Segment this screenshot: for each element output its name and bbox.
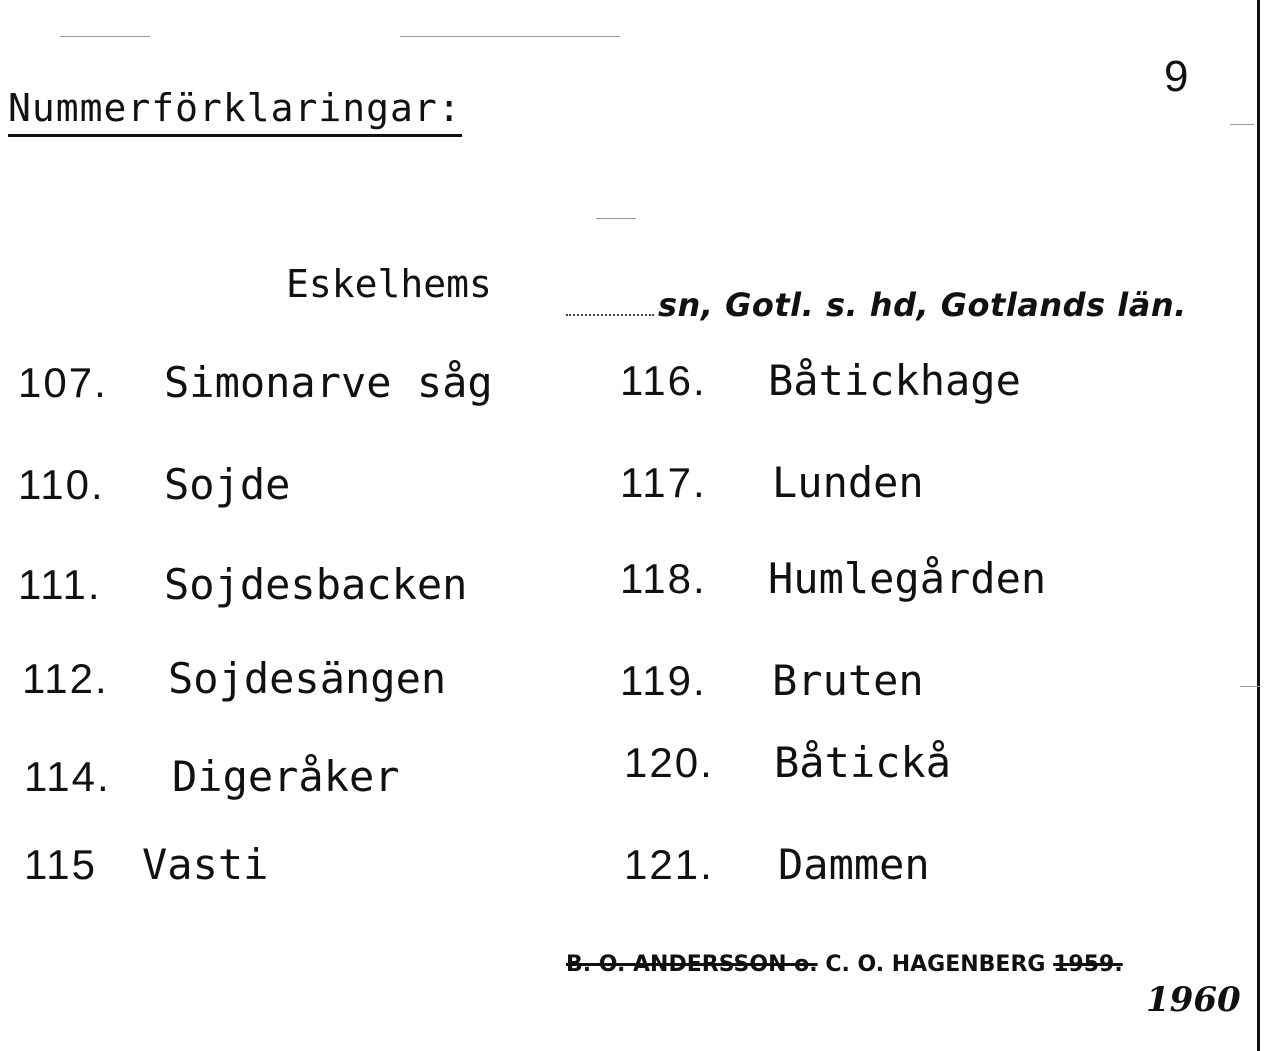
struck-year: 1959. <box>1053 952 1123 977</box>
entry-name: Lunden <box>772 458 924 507</box>
entry-name: Bruten <box>772 656 924 705</box>
entry-number: 114. <box>24 753 111 800</box>
list-item <box>620 458 924 507</box>
list-item <box>22 654 446 703</box>
entry-name: Digeråker <box>172 752 400 801</box>
entry-number: 118. <box>620 555 707 602</box>
page-number: 9 <box>1164 52 1189 101</box>
card-edge-line <box>1257 0 1260 1051</box>
author-credit <box>566 952 1123 977</box>
entry-number: 121. <box>624 841 714 888</box>
list-item <box>624 738 951 787</box>
handwritten-year: 1960 <box>1146 980 1241 1020</box>
list-item <box>620 554 1046 603</box>
entry-name: Båtickå <box>774 738 952 787</box>
list-item <box>620 656 924 705</box>
entry-number: 120. <box>624 739 714 786</box>
entry-name: Simonarve såg <box>164 358 493 407</box>
scan-speck <box>400 36 620 37</box>
scan-speck <box>60 36 150 37</box>
entry-name: Sojdesängen <box>168 654 447 703</box>
list-item <box>18 358 493 407</box>
entry-number: 117. <box>620 459 707 506</box>
entry-number: 111. <box>18 561 102 608</box>
scan-speck <box>1240 686 1260 687</box>
dotted-leader <box>566 314 654 316</box>
entry-name: Vasti <box>142 840 269 889</box>
list-item <box>620 356 1021 405</box>
list-item <box>18 560 467 609</box>
struck-author: B. O. ANDERSSON o. <box>566 952 818 977</box>
entry-name: Sojdesbacken <box>164 560 468 609</box>
list-item <box>624 840 930 889</box>
list-item <box>24 840 268 889</box>
entry-name: Humlegården <box>768 554 1047 603</box>
entry-name: Dammen <box>778 840 930 889</box>
entry-number: 112. <box>22 655 109 702</box>
entry-name: Båtickhage <box>768 356 1021 405</box>
parish-name: Eskelhems <box>286 262 492 306</box>
list-item <box>18 460 290 509</box>
printed-location: sn, Gotl. s. hd, Gotlands län. <box>658 286 1187 324</box>
page-heading: Nummerförklaringar: <box>8 86 462 137</box>
entry-number: 115 <box>24 841 97 888</box>
scan-speck <box>596 218 636 219</box>
entry-number: 116. <box>620 357 707 404</box>
list-item <box>24 752 400 801</box>
author-name: C. O. HAGENBERG <box>825 952 1046 977</box>
scan-speck <box>1230 124 1254 125</box>
entry-number: 119. <box>620 657 707 704</box>
entry-number: 107. <box>18 359 108 406</box>
entry-number: 110. <box>18 461 105 508</box>
entry-name: Sojde <box>164 460 291 509</box>
